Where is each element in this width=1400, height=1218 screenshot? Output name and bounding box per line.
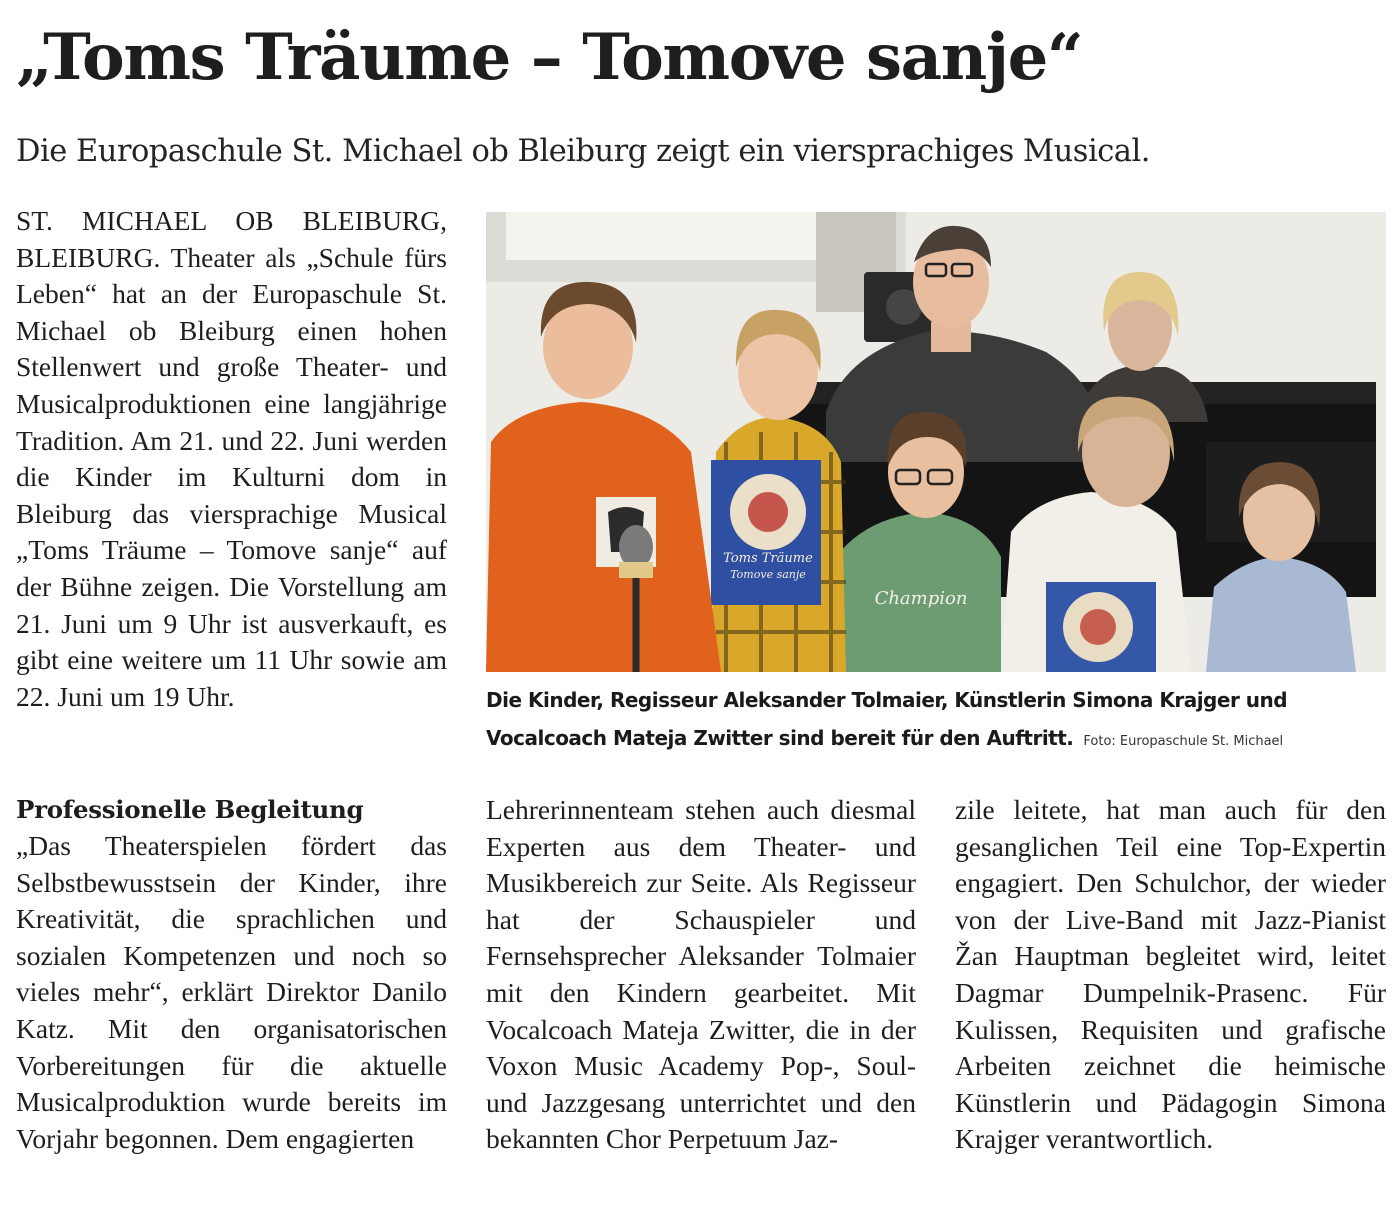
column-1-text: „Das Theaterspielen fördert das Selbstbewusstsein der Kinder, ihre Kreativität, die sprachlichen und sozialen Kompetenzen und noch so vieles mehr“, erklärt Direktor Danilo Katz. Mit den organisatorischen Vorbereitungen für die aktuelle Musicalproduktion wurde bereits im Vorjahr begonnen. Dem engagierten [16, 830, 447, 1154]
poster-title-text: Toms Träume [723, 551, 813, 566]
article-photo [486, 212, 1386, 672]
lead-paragraph: ST. MICHAEL OB BLEIBURG, BLEIBURG. Theater als „Schule fürs Leben“ hat an der Europaschule St. Michael ob Bleiburg einen hohen Stellenwert und große Theater- und Musicalproduktionen eine langjährige Tradition. Am 21. und 22. Juni werden die Kinder im Kulturni dom in Bleiburg das viersprachige Musical „Toms Träume – Tomove sanje“ auf der Bühne zeigen. Die Vorstellung am 21. Juni um 9 Uhr ist ausverkauft, es gibt eine weitere um 11 Uhr sowie am 22. Juni um 19 Uhr. [16, 205, 447, 712]
photo-caption [486, 681, 1391, 761]
column-2-text: Lehrerinnenteam stehen auch diesmal Experten aus dem Theater- und Musikbereich zur Seite. Als Regisseur hat der Schauspieler und Fernsehsprecher Aleksander Tolmaier mit den Kindern gearbeitet. Mit Vocalcoach Mateja Zwitter, die in der Voxon Music Academy Pop-, Soul- und Jazzgesang unterrichtet und den bekannten Chor Perpetuum Jaz- [486, 794, 916, 1155]
poster-subtitle-text: Tomove sanje [730, 568, 806, 581]
lead-column [16, 203, 447, 715]
body-column-2 [486, 792, 916, 1158]
body-column-1 [16, 792, 447, 1157]
photo-credit: Foto: Europaschule St. Michael [1083, 734, 1284, 749]
photo-caption-text: Die Kinder, Regisseur Aleksander Tolmaier, Künstlerin Simona Krajger und Vocalcoach Mateja Zwitter sind bereit für den Auftritt. [486, 688, 1288, 750]
section-heading: Professionelle Begleitung [16, 795, 364, 824]
headline: „Toms Träume – Tomove sanje“ [16, 20, 1083, 95]
champion-logo-text: Champion [874, 588, 968, 609]
column-3-text: zile leitete, hat man auch für den gesanglichen Teil eine Top-Expertin engagiert. Den Schulchor, der wieder von der Live-Band mit Jazz-Pianist Žan Hauptman begleitet wird, leitet Dagmar Dumpelnik-Prasenc. Für Kulissen, Requisiten und grafische Arbeiten zeichnet die heimische Künstlerin und Pädagogin Simona Krajger verantwortlich. [955, 794, 1386, 1155]
body-column-3 [955, 792, 1386, 1158]
subheadline: Die Europaschule St. Michael ob Bleiburg zeigt ein viersprachiges Musical. [16, 134, 1150, 169]
